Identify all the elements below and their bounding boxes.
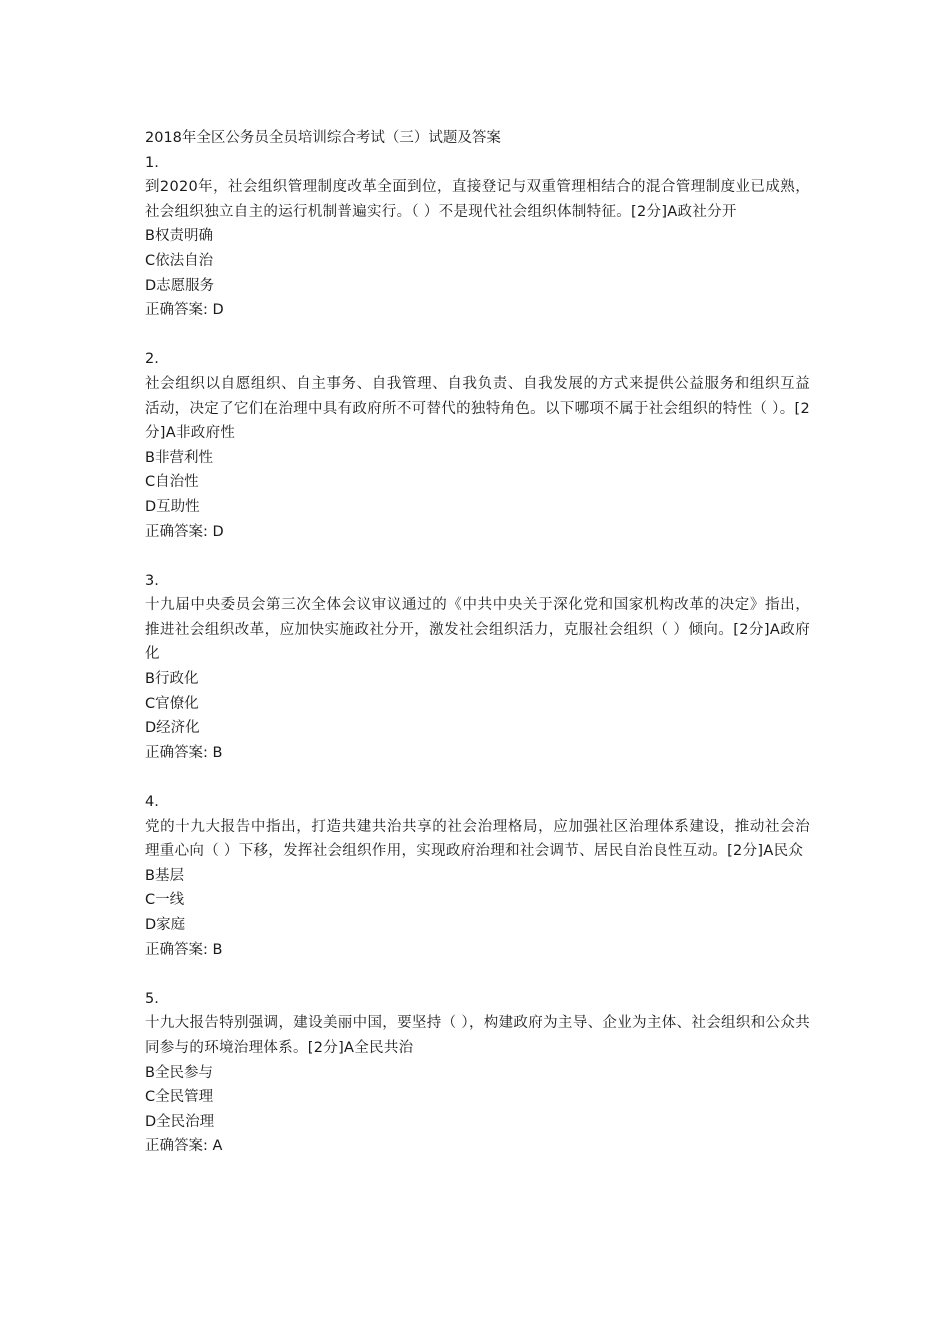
question-number: 5. (145, 990, 159, 1007)
correct-answer: 正确答案: B (145, 744, 223, 761)
correct-answer: 正确答案: D (145, 523, 224, 540)
question-2 (145, 347, 810, 544)
question-number: 3. (145, 572, 159, 589)
option-d: D互助性 (145, 498, 200, 515)
question-stem: 十九届中央委员会第三次全体会议审议通过的《中共中央关于深化党和国家机构改革的决定》指出，推进社会组织改革，应加快实施政社分开，激发社会组织活力，克服社会组织（ ）倾向。[2分]A政府化 (145, 597, 810, 663)
option-b: B非营利性 (145, 449, 213, 466)
option-c: C一线 (145, 892, 185, 909)
document-title: 2018年全区公务员全员培训综合考试（三）试题及答案 (145, 130, 501, 146)
document-page (145, 126, 810, 1159)
question-3 (145, 569, 810, 766)
option-d: D志愿服务 (145, 277, 215, 294)
option-c: C自治性 (145, 474, 199, 491)
question-number: 4. (145, 794, 159, 811)
option-b: B基层 (145, 867, 184, 884)
correct-answer: 正确答案: B (145, 941, 223, 958)
question-stem: 到2020年，社会组织管理制度改革全面到位，直接登记与双重管理相结合的混合管理制度业已成熟，社会组织独立自主的运行机制普遍实行。（ ）不是现代社会组织体制特征。[2分]A政社分开 (145, 179, 810, 220)
correct-answer: 正确答案: D (145, 302, 224, 319)
option-c: C官僚化 (145, 695, 199, 712)
question-stem: 党的十九大报告中指出，打造共建共治共享的社会治理格局，应加强社区治理体系建设，推动社会治理重心向（ ）下移，发挥社会组织作用，实现政府治理和社会调节、居民自治良性互动。[2分]A民众 (145, 818, 810, 860)
question-number: 2. (145, 351, 159, 368)
question-4 (145, 790, 810, 962)
option-d: D家庭 (145, 917, 186, 933)
question-5 (145, 987, 810, 1159)
question-number: 1. (145, 154, 159, 171)
correct-answer: 正确答案: A (145, 1138, 223, 1155)
option-d: D全民治理 (145, 1113, 215, 1130)
option-c: C全民管理 (145, 1089, 214, 1106)
option-d: D经济化 (145, 720, 200, 737)
question-1 (145, 151, 810, 323)
question-stem: 社会组织以自愿组织、自主事务、自我管理、自我负责、自我发展的方式来提供公益服务和组织互益活动，决定了它们在治理中具有政府所不可替代的独特角色。以下哪项不属于社会组织的特性（ ）。[2分]A非政府性 (145, 375, 810, 442)
question-stem: 十九大报告特别强调，建设美丽中国，要坚持（ ），构建政府为主导、企业为主体、社会组织和公众共同参与的环境治理体系。[2分]A全民共治 (145, 1015, 810, 1056)
option-b: B全民参与 (145, 1064, 213, 1081)
option-b: B行政化 (145, 671, 199, 688)
option-b: B权责明确 (145, 228, 213, 245)
option-c: C依法自治 (145, 252, 214, 269)
